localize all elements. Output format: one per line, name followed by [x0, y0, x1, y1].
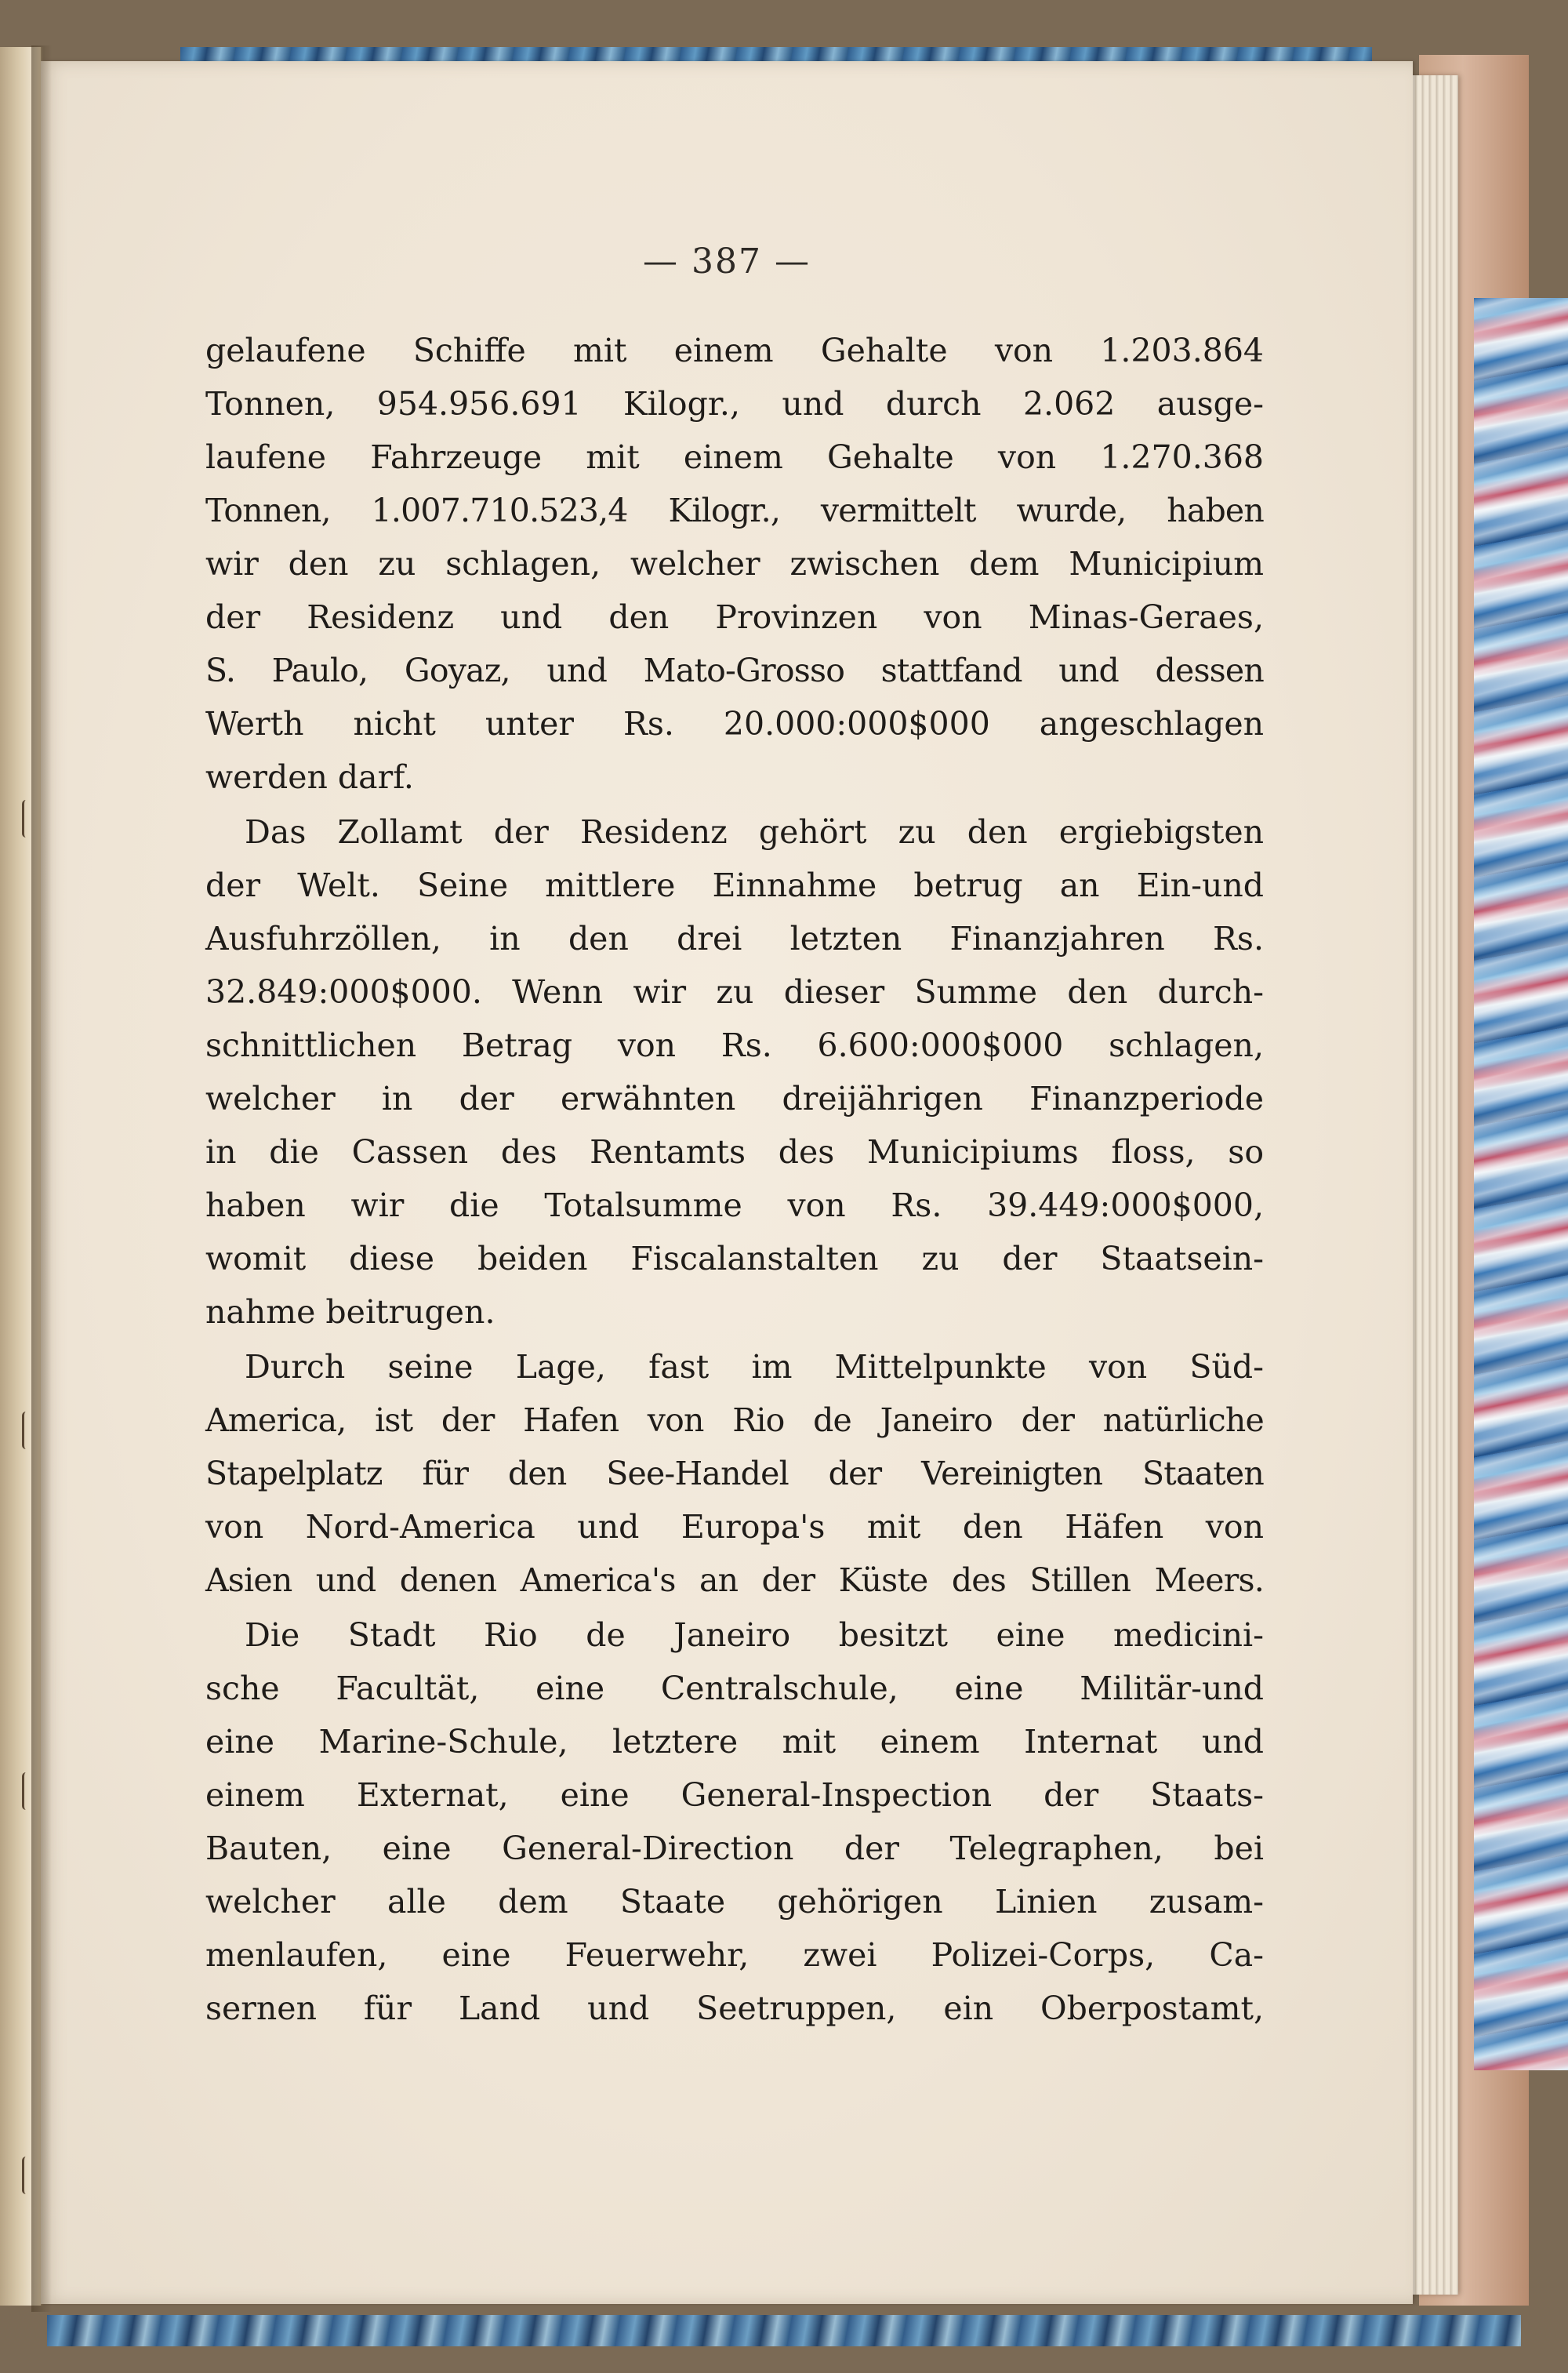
text-line: der Welt. Seine mittlere Einnahme betrug an Ein-und — [205, 867, 1264, 904]
text-line: schnittlichen Betrag von Rs. 6.600:000$000 schlagen, — [205, 1027, 1264, 1064]
text-line: von Nord-America und Europa's mit den Häfen von — [205, 1508, 1264, 1546]
text-line: Tonnen, 954.956.691 Kilogr., und durch 2.062 ausge- — [205, 385, 1264, 423]
text-line: in die Cassen des Rentamts des Municipiums floss, so — [205, 1133, 1264, 1171]
text-line: Tonnen, 1.007.710.523,4 Kilogr., vermittelt wurde, haben — [205, 492, 1264, 529]
book-page — [41, 61, 1413, 2304]
text-line: eine Marine-Schule, letztere mit einem Internat und — [205, 1723, 1264, 1761]
bottom-marbled-edge — [47, 2315, 1521, 2346]
text-line: welcher in der erwähnten dreijährigen Finanzperiode — [205, 1080, 1264, 1117]
text-line: haben wir die Totalsumme von Rs. 39.449:000$000, — [205, 1186, 1264, 1224]
text-line: gelaufene Schiffe mit einem Gehalte von 1.203.864 — [205, 332, 1264, 369]
page-number: — 387 — — [643, 242, 811, 282]
paragraph — [205, 1340, 1264, 1607]
text-line: sernen für Land und Seetruppen, ein Oberpostamt, — [205, 1990, 1264, 2027]
body-text — [205, 324, 1264, 2037]
paragraph — [205, 324, 1264, 804]
text-line: Die Stadt Rio de Janeiro besitzt eine medicini- — [245, 1616, 1264, 1654]
text-line: wir den zu schlagen, welcher zwischen dem Municipium — [205, 545, 1264, 583]
gutter-shadow — [31, 45, 52, 2312]
text-line: Ausfuhrzöllen, in den drei letzten Finanzjahren Rs. — [205, 920, 1264, 958]
text-line: S. Paulo, Goyaz, und Mato-Grosso stattfand und dessen — [205, 652, 1264, 689]
text-line: welcher alle dem Staate gehörigen Linien zusam- — [205, 1883, 1264, 1921]
text-line: 32.849:000$000. Wenn wir zu dieser Summe den durch- — [205, 973, 1264, 1011]
text-line: Durch seine Lage, fast im Mittelpunkte von Süd- — [245, 1348, 1264, 1386]
text-line: womit diese beiden Fiscalanstalten zu der Staatsein- — [205, 1240, 1264, 1277]
text-line: laufene Fahrzeuge mit einem Gehalte von 1.270.368 — [205, 438, 1264, 476]
paragraph — [205, 805, 1264, 1339]
text-line: nahme beitrugen. — [205, 1293, 495, 1331]
text-line: Asien und denen America's an der Küste des Stillen Meers. — [205, 1561, 1264, 1599]
text-line: der Residenz und den Provinzen von Minas-Geraes, — [205, 598, 1264, 636]
text-line: einem Externat, eine General-Inspection der Staats- — [205, 1776, 1264, 1814]
text-line: Das Zollamt der Residenz gehört zu den ergiebigsten — [245, 813, 1264, 851]
text-line: America, ist der Hafen von Rio de Janeiro der natürliche — [205, 1401, 1264, 1439]
paragraph — [205, 1608, 1264, 2035]
text-line: Stapelplatz für den See-Handel der Vereinigten Staaten — [205, 1455, 1264, 1492]
text-line: sche Facultät, eine Centralschule, eine Militär-und — [205, 1670, 1264, 1707]
marbled-edge — [1474, 298, 1568, 2070]
text-line: werden darf. — [205, 758, 414, 796]
text-line: menlaufen, eine Feuerwehr, zwei Polizei-Corps, Ca- — [205, 1936, 1264, 1974]
text-line: Bauten, eine General-Direction der Telegraphen, bei — [205, 1830, 1264, 1867]
text-line: Werth nicht unter Rs. 20.000:000$000 angeschlagen — [205, 705, 1264, 743]
